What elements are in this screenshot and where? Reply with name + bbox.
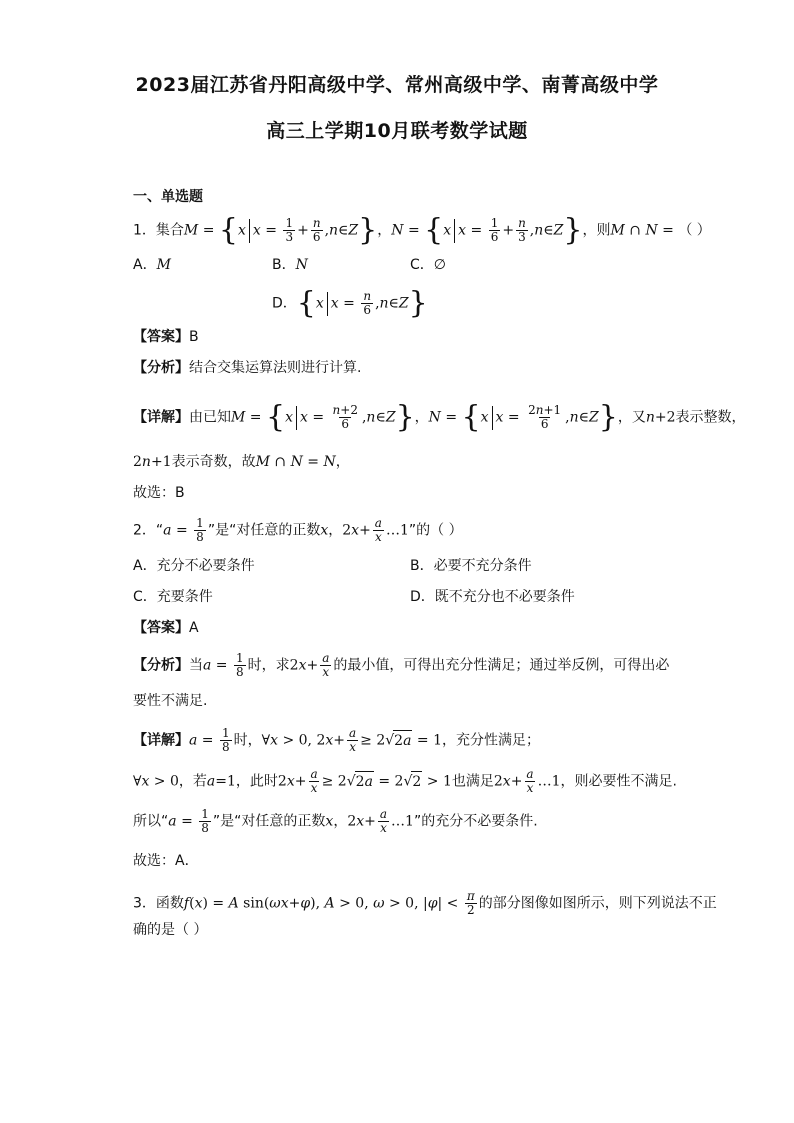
q3-stem: 3．函数f(x) = A sin(ωx+φ), A > 0, ω > 0, |φ| < $\frac{\pi}{2}$ 的部分图像如图所示，则下列说法不正 (133, 889, 717, 917)
q2-analysis-cont: 要性不满足. (133, 693, 208, 709)
q1-conclusion: 故选：B (133, 485, 185, 501)
q1-option-c: C．∅ (410, 257, 446, 273)
q1-option-a: A．M (133, 257, 171, 273)
q2-option-c: C．充要条件 (133, 589, 213, 605)
q2-detail: 【详解】a = $\frac{1}{8}$ 时，∀x > 0, 2x+ $\frac{a}{x}$ ≥ 2√2a = 1，充分性满足； (133, 726, 540, 754)
q2-analysis: 【分析】当a = $\frac{1}{8}$ 时，求2x+ $\frac{a}{x}$ 的最小值，可得出充分性满足；通过举反例，可得出必 (133, 651, 670, 679)
exam-title-line1: 2023届江苏省丹阳高级中学、常州高级中学、南菁高级中学 (135, 74, 659, 96)
q2-option-d: D．既不充分也不必要条件 (410, 589, 575, 605)
q2-conclusion: 故选：A． (133, 853, 199, 869)
section-heading: 一、单选题 (133, 189, 203, 205)
q1-option-d: D．{x x = $\frac{n}{6}$ ,n∈Z} (272, 285, 428, 321)
q1-stem: 1．集合M = {x x = $\frac{1}{3}$ + $\frac{n}{6}$ ,n∈Z}，N = {x x = $\frac{1}{6}$ + $\frac{n}{3}$ ,n∈Z}，则M ∩ N = （ ） (133, 212, 711, 248)
q2-stem: 2．“a = $\frac{1}{8}$ ”是“对任意的正数x，2x+ $\frac{a}{x}$ …1”的（ ） (133, 516, 463, 544)
q2-option-b: B．必要不充分条件 (410, 558, 532, 574)
q2-detail-cont: ∀x > 0，若a=1，此时2x+ $\frac{a}{x}$ ≥ 2√2a = 2√2 > 1也满足2x+ $\frac{a}{x}$ …1，则必要性不满足. (133, 767, 677, 795)
q2-option-a: A．充分不必要条件 (133, 558, 255, 574)
exam-title-line2: 高三上学期10月联考数学试题 (266, 120, 528, 142)
q1-detail-cont: 2n+1表示奇数，故M ∩ N = N， (133, 454, 350, 470)
q1-analysis: 【分析】结合交集运算法则进行计算. (133, 360, 362, 376)
q2-answer: 【答案】A (133, 620, 199, 636)
q1-option-b: B．N (272, 257, 308, 273)
q1-answer: 【答案】B (133, 329, 199, 345)
q3-stem-cont: 确的是（ ） (133, 922, 208, 938)
q2-detail-conclusion: 所以“a = $\frac{1}{8}$ ”是“对任意的正数x，2x+ $\frac{a}{x}$ …1”的充分不必要条件. (133, 807, 538, 835)
q1-detail: 【详解】由已知M = {x x = $\frac{n+2}{6}$ ,n∈Z}，N = {x x = $\frac{2n+1}{6}$ ,n∈Z}，又n+2表示整数， (133, 399, 746, 435)
